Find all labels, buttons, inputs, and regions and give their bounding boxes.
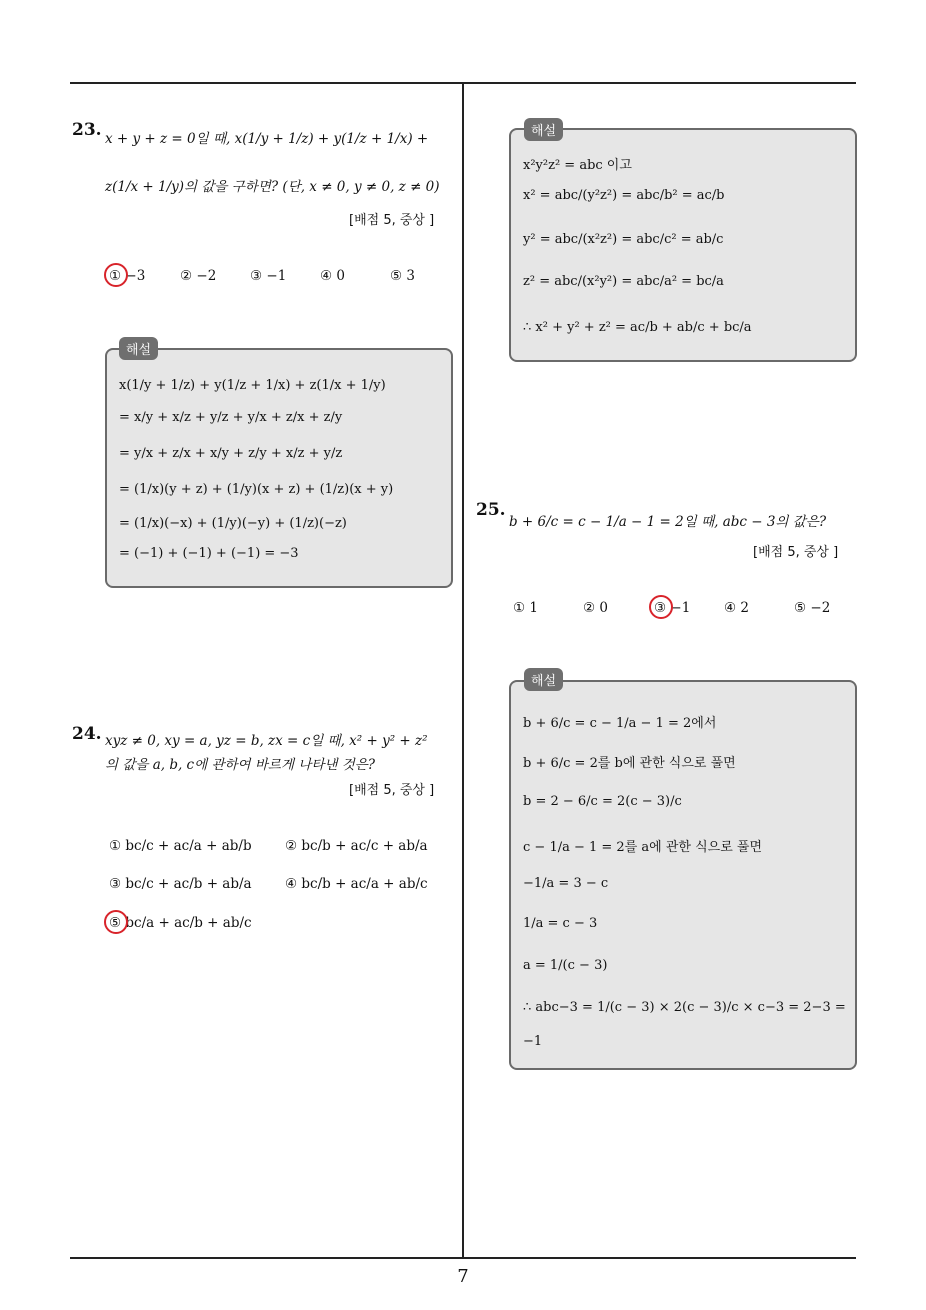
q23-sol-line-1: x(1/y + 1/z) + y(1/z + 1/x) + z(1/x + 1/y) [119,378,386,393]
q24-choice-5[interactable]: ⑤ bc/a + ac/b + ab/c [109,915,252,931]
q25-line1: b + 6/c = c − 1/a − 1 = 2일 때, abc − 3의 값은? [509,514,827,530]
q24-sol-line-3: y² = abc/(x²z²) = abc/c² = ab/c [523,232,724,247]
q23-solution-tag: 해설 [119,337,158,360]
q23-solution-box [105,348,453,588]
q24-line1: xyz ≠ 0, xy = a, yz = b, zx = c일 때, x² + y² + z² [105,733,428,749]
q25-choice-2[interactable]: ② 0 [583,600,608,616]
q25-sol-line-7: a = 1/(c − 3) [523,958,608,973]
q25-number: 25. [476,500,506,520]
q25-sol-line-4: c − 1/a − 1 = 2를 a에 관한 식으로 풀면 [523,840,762,855]
answer-mark-circle [104,910,128,934]
q23-line1: x + y + z = 0일 때, x(1/y + 1/z) + y(1/z + 1/x) + [105,131,429,147]
q25-sol-line-6: 1/a = c − 3 [523,916,598,931]
q24-sol-line-2: x² = abc/(y²z²) = abc/b² = ac/b [523,188,725,203]
q23-sol-line-2: = x/y + x/z + y/z + y/x + z/x + z/y [119,410,343,425]
answer-mark-circle [104,263,128,287]
q25-sol-line-3: b = 2 − 6/c = 2(c − 3)/c [523,794,682,809]
column-divider [462,84,464,1258]
q23-sol-line-3: = y/x + z/x + x/y + z/y + x/z + y/z [119,446,343,461]
q25-sol-line-8: ∴ abc−3 = 1/(c − 3) × 2(c − 3)/c × c−3 = 2−3 = [523,1000,846,1015]
q25-sol-line-1: b + 6/c = c − 1/a − 1 = 2에서 [523,716,717,731]
q24-solution-tag: 해설 [524,118,563,141]
q23-choice-5[interactable]: ⑤ 3 [390,268,415,284]
q25-solution-tag: 해설 [524,668,563,691]
q23-number: 23. [72,120,102,140]
q23-choice-1[interactable]: ① −3 [109,268,146,284]
q25-sol-line-2: b + 6/c = 2를 b에 관한 식으로 풀면 [523,756,736,771]
q24-choice-1[interactable]: ① bc/c + ac/a + ab/b [109,838,252,854]
q24-choice-3[interactable]: ③ bc/c + ac/b + ab/a [109,876,252,892]
q24-sol-line-1: x²y²z² = abc 이고 [523,158,632,173]
q25-sol-line-5: −1/a = 3 − c [523,876,609,891]
q23-sol-line-4: = (1/x)(y + z) + (1/y)(x + z) + (1/z)(x + y) [119,482,394,497]
q25-choice-1[interactable]: ① 1 [513,600,538,616]
q23-points: [배점 5, 중상 ] [349,213,435,228]
page-number: 7 [457,1266,469,1287]
q23-choice-2[interactable]: ② −2 [180,268,217,284]
q25-sol-line-9: −1 [523,1034,543,1049]
q25-choice-4[interactable]: ④ 2 [724,600,749,616]
q24-points: [배점 5, 중상 ] [349,783,435,798]
bottom-rule [70,1257,856,1259]
q24-sol-line-4: z² = abc/(x²y²) = abc/a² = bc/a [523,274,724,289]
q24-choice-4[interactable]: ④ bc/b + ac/a + ab/c [285,876,428,892]
q23-choice-4[interactable]: ④ 0 [320,268,345,284]
q25-choice-3[interactable]: ③ −1 [654,600,691,616]
q24-choice-2[interactable]: ② bc/b + ac/c + ab/a [285,838,428,854]
answer-mark-circle [649,595,673,619]
q23-sol-line-5: = (1/x)(−x) + (1/y)(−y) + (1/z)(−z) [119,516,347,531]
q23-sol-line-6: = (−1) + (−1) + (−1) = −3 [119,546,299,561]
q25-choice-5[interactable]: ⑤ −2 [794,600,831,616]
q25-solution-box [509,680,857,1070]
q25-points: [배점 5, 중상 ] [753,545,839,560]
q24-line2: 의 값을 a, b, c에 관하여 바르게 나타낸 것은? [105,757,376,773]
q24-sol-line-5: ∴ x² + y² + z² = ac/b + ab/c + bc/a [523,320,752,335]
q24-solution-box [509,128,857,362]
q23-choice-3[interactable]: ③ −1 [250,268,287,284]
q24-number: 24. [72,724,102,744]
q23-line2: z(1/x + 1/y)의 값을 구하면? (단, x ≠ 0, y ≠ 0, z ≠ 0) [105,179,440,195]
